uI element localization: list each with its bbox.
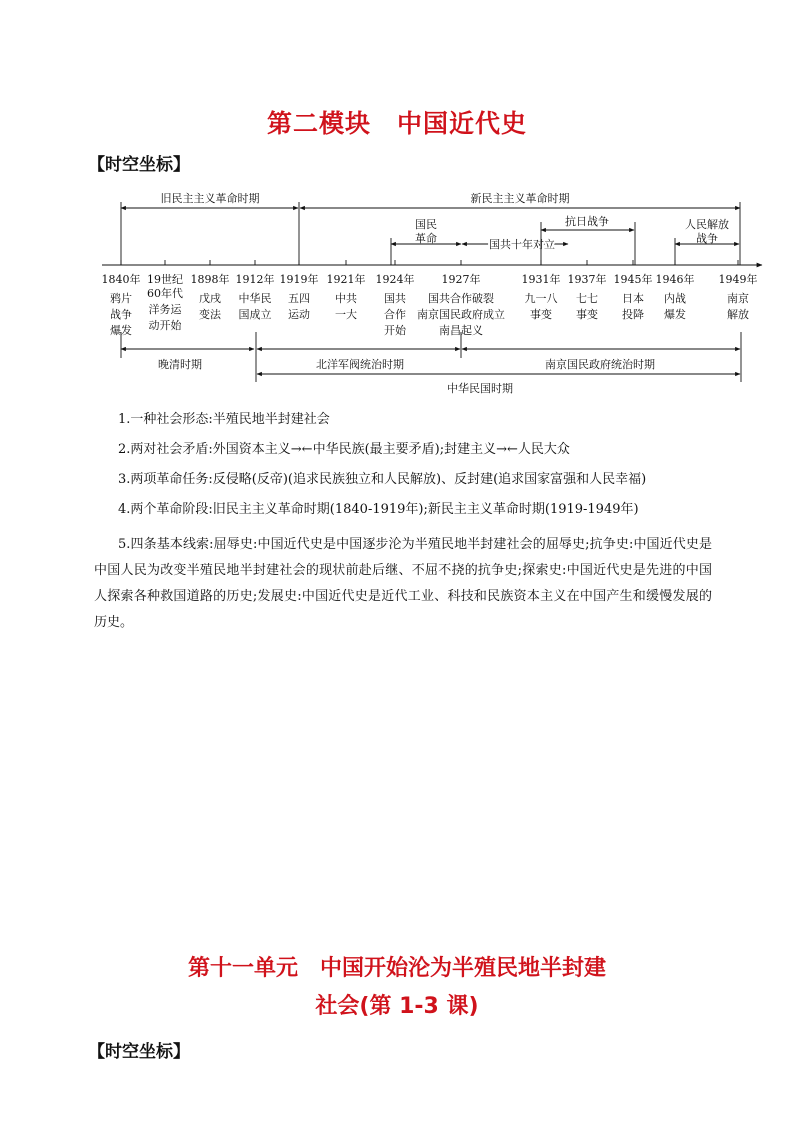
event-label: 内战 — [664, 292, 686, 305]
event-label: 运动 — [288, 308, 310, 321]
point-1: 1.一种社会形态:半殖民地半封建社会 — [118, 412, 330, 427]
point-2: 2.两对社会矛盾:外国资本主义→←中华民族(最主要矛盾);封建主义→←人民大众 — [118, 442, 570, 457]
unit-title-line-2: 社会(第 1-3 课) — [315, 994, 479, 1019]
event-label: 国共 — [384, 292, 406, 305]
year-label: 1898年 — [190, 273, 230, 286]
event-label: 开始 — [384, 324, 406, 337]
event-label: 60年代 — [147, 287, 183, 300]
event-label: 国共合作破裂 — [428, 292, 494, 305]
event-label: 鸦片 — [110, 292, 132, 305]
event-label: 南京国民政府成立 — [417, 308, 505, 321]
national-revolution-label-2: 革命 — [415, 232, 437, 245]
old-democratic-label: 旧民主主义革命时期 — [160, 192, 260, 205]
national-revolution-label-1: 国民 — [415, 218, 437, 231]
new-democratic-label: 新民主主义革命时期 — [470, 192, 570, 205]
year-label: 1919年 — [279, 273, 319, 286]
year-label: 1945年 — [613, 273, 653, 286]
year-label: 1927年 — [441, 273, 481, 286]
event-label: 投降 — [622, 308, 644, 321]
beiyang-label: 北洋军阀统治时期 — [316, 358, 404, 371]
liberation-label-1: 人民解放 — [685, 218, 729, 231]
year-label: 1912年 — [235, 273, 275, 286]
event-label: 事变 — [576, 308, 598, 321]
event-label: 中共 — [335, 292, 357, 305]
event-label: 南昌起义 — [439, 324, 483, 337]
event-label: 中华民 — [238, 292, 272, 305]
year-label: 1931年 — [521, 273, 561, 286]
section-heading-2: 【时空坐标】 — [88, 1042, 190, 1062]
year-label: 1921年 — [326, 273, 366, 286]
event-label: 五四 — [288, 292, 310, 305]
event-label: 七七 — [576, 292, 598, 305]
ten-year-label: 国共十年对立 — [489, 238, 555, 251]
event-label: 一大 — [335, 308, 357, 321]
event-label: 爆发 — [110, 324, 132, 337]
event-label: 国成立 — [238, 308, 272, 321]
event-label: 爆发 — [664, 308, 686, 321]
year-label: 1937年 — [567, 273, 607, 286]
year-label: 1949年 — [718, 273, 758, 286]
anti-japanese-label: 抗日战争 — [565, 215, 609, 228]
event-label: 洋务运 — [148, 303, 182, 316]
unit-title-line-1: 第十一单元 中国开始沦为半殖民地半封建 — [187, 956, 606, 981]
event-label: 解放 — [727, 308, 749, 321]
unit-title — [0, 950, 794, 1026]
timeline-diagram — [90, 182, 780, 402]
late-qing-label: 晚清时期 — [158, 358, 202, 371]
event-label: 战争 — [110, 308, 132, 321]
event-label: 合作 — [384, 308, 406, 321]
section-heading: 【时空坐标】 — [88, 155, 190, 175]
year-label: 1946年 — [655, 273, 695, 286]
event-label: 日本 — [622, 292, 644, 305]
point-3: 3.两项革命任务:反侵略(反帝)(追求民族独立和人民解放)、反封建(追求国家富强和人民幸福) — [118, 472, 647, 487]
roc-label: 中华民国时期 — [447, 382, 513, 395]
event-label: 南京 — [727, 292, 749, 305]
event-label: 变法 — [199, 308, 221, 321]
event-label: 九一八 — [524, 292, 558, 305]
point-4: 4.两个革命阶段:旧民主主义革命时期(1840-1919年);新民主主义革命时期(1919-1949年) — [118, 502, 639, 517]
point-5: 5.四条基本线索:屈辱史:中国近代史是中国逐步沦为半殖民地半封建社会的屈辱史;抗争史:中国近代史是中国人民为改变半殖民地半封建社会的现状前赴后继、不屈不挠的抗争史;探索史:中国近代史是先进的中国人探索各种救国道路的历史;发展史:中国近代史是近代工业、科技和民族资本主义在中国产生和缓慢发展的历史。 — [94, 537, 712, 630]
nanjing-gov-label: 南京国民政府统治时期 — [545, 358, 655, 371]
liberation-label-2: 战争 — [696, 232, 718, 245]
event-label: 事变 — [530, 308, 552, 321]
module-title: 第二模块 中国近代史 — [266, 109, 527, 138]
event-label: 动开始 — [148, 319, 182, 332]
event-label: 戊戌 — [199, 292, 221, 305]
year-label: 1924年 — [375, 273, 415, 286]
year-label: 1840年 — [101, 273, 141, 286]
year-label: 19世纪 — [147, 273, 183, 286]
